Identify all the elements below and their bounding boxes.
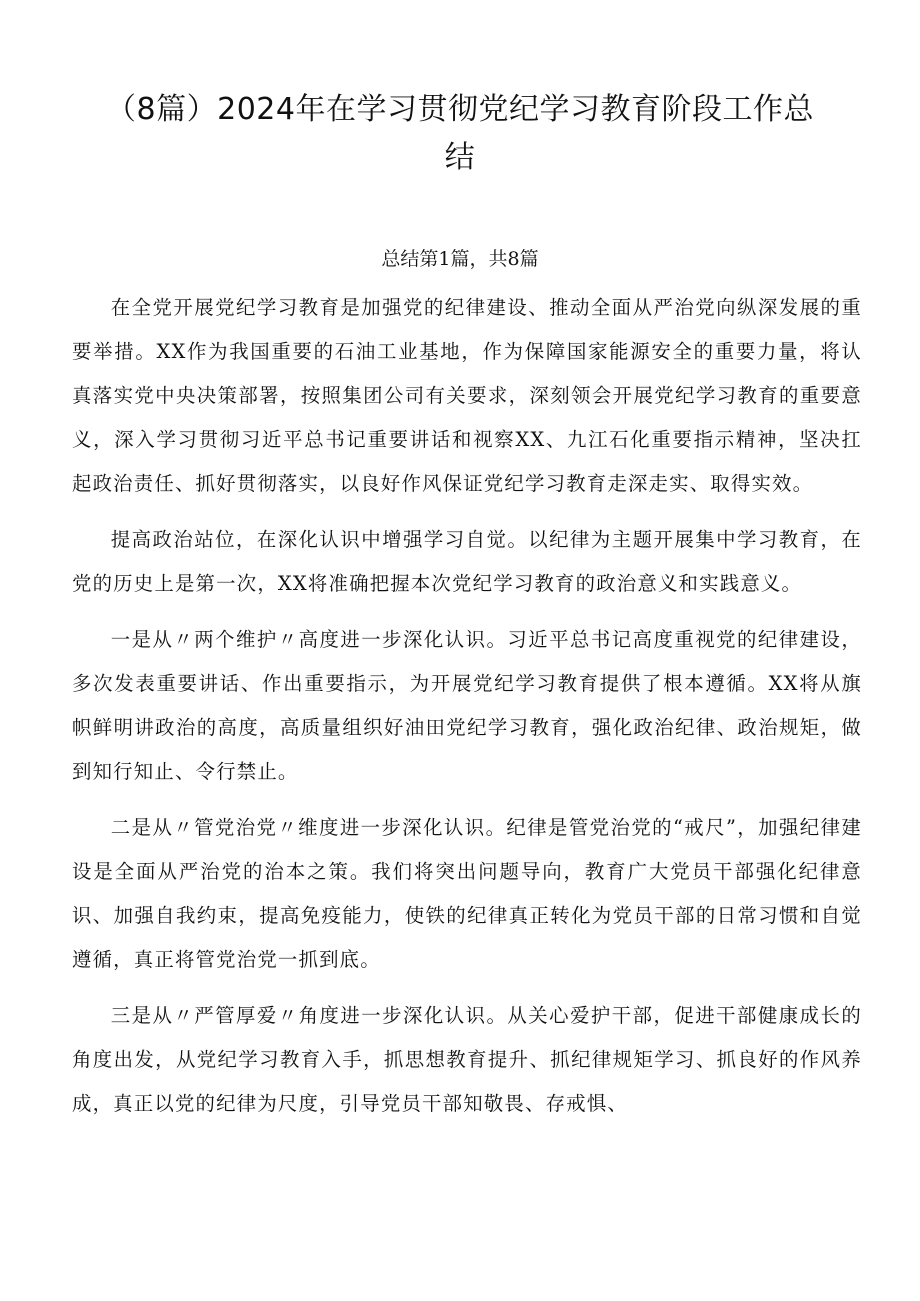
document-subtitle: 总结第1篇，共8篇 [381, 248, 539, 270]
document-title: （8篇）2024年在学习贯彻党纪学习教育阶段工作总结 [106, 92, 814, 175]
document-body [72, 286, 862, 1138]
paragraph-5: 三是从〃严管厚爱〃角度进一步深化认识。从关心爱护干部，促进干部健康成长的角度出发，从党纪学习教育入手，抓思想教育提升、抓纪律规矩学习、抓良好的作风养成，真正以党的纪律为尺度，引导党员干部知敬畏、存戒惧、 [72, 1004, 862, 1115]
paragraph-1: 在全党开展党纪学习教育是加强党的纪律建设、推动全面从严治党向纵深发展的重要举措。XX作为我国重要的石油工业基地，作为保障国家能源安全的重要力量，将认真落实党中央决策部署，按照集团公司有关要求，深刻领会开展党纪学习教育的重要意义，深入学习贯彻习近平总书记重要讲话和视察XX、九江石化重要指示精神，坚决扛起政治责任、抓好贯彻落实，以良好作风保证党纪学习教育走深走实、取得实效。 [72, 296, 862, 495]
paragraph-4: 二是从〃管党治党〃维度进一步深化认识。纪律是管党治党的“戒尺”，加强纪律建设是全面从严治党的治本之策。我们将突出问题导向，教育广大党员干部强化纪律意识、加强自我约束，提高免疫能力，使铁的纪律真正转化为党员干部的日常习惯和自觉遵循，真正将管党治党一抓到底。 [72, 816, 862, 971]
paragraph-3: 一是从〃两个维护〃高度进一步深化认识。习近平总书记高度重视党的纪律建设，多次发表重要讲话、作出重要指示，为开展党纪学习教育提供了根本遵循。XX将从旗帜鲜明讲政治的高度，高质量组织好油田党纪学习教育，强化政治纪律、政治规矩，做到知行知止、令行禁止。 [72, 628, 862, 783]
paragraph-2: 提高政治站位，在深化认识中增强学习自觉。以纪律为主题开展集中学习教育，在党的历史上是第一次，XX将准确把握本次党纪学习教育的政治意义和实践意义。 [72, 528, 862, 595]
